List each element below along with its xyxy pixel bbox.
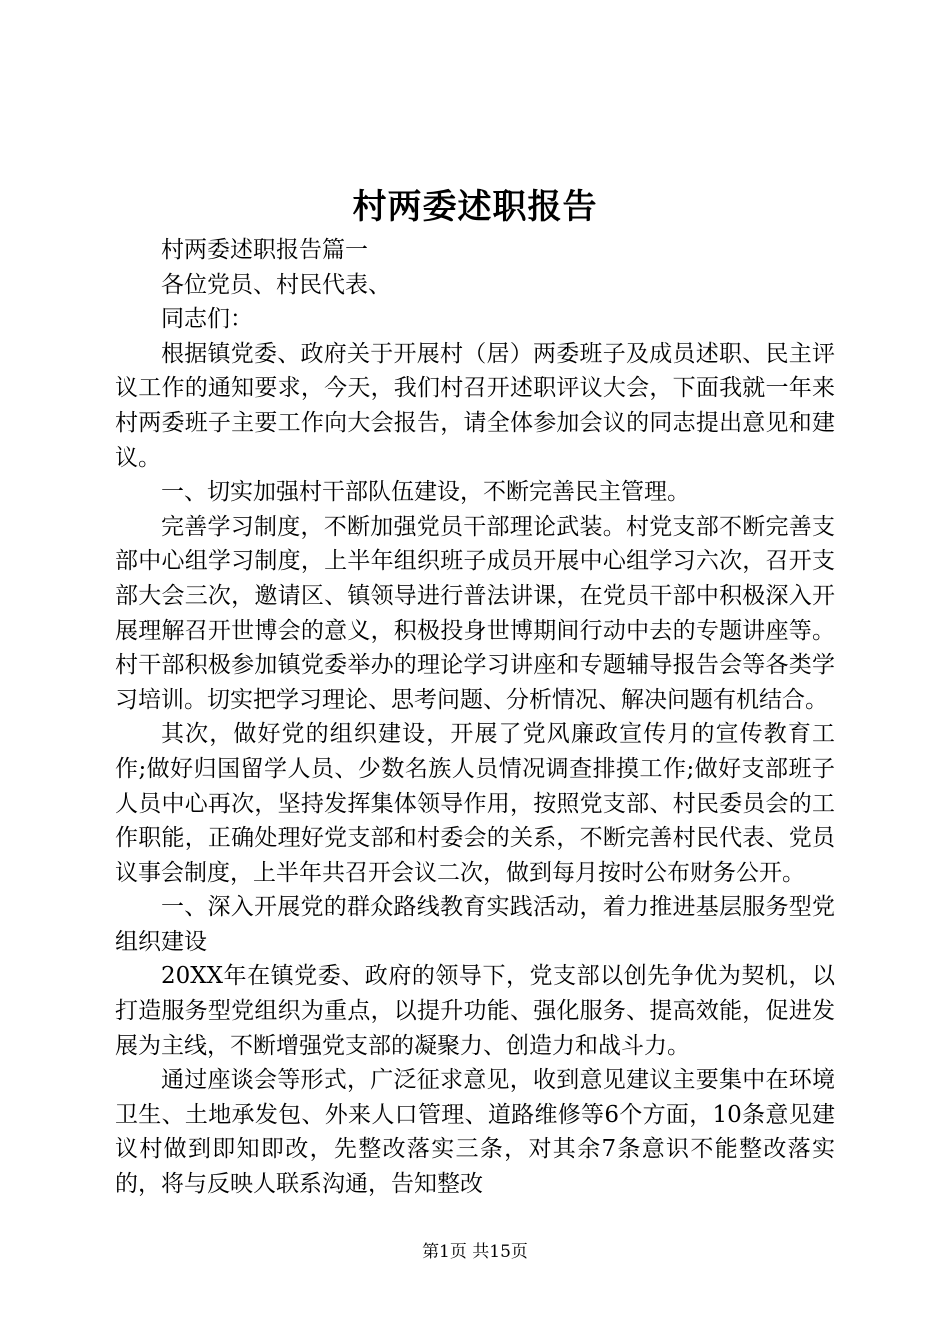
paragraph-heading-part-one: 村两委述职报告篇一	[161, 237, 368, 263]
section-heading-cadre-building: 一、切实加强村干部队伍建设，不断完善民主管理。	[161, 479, 690, 506]
paragraph-party-branch-service: 20XX年在镇党委、政府的领导下，党支部以创先争优为契机，以打造服务型党组织为重点，以提升功能、强化服务、提高效能，促进发展为主线，不断增强党支部的凝聚力、创造力和战斗力。	[115, 963, 835, 1059]
section-heading-mass-line: 一、深入开展党的群众路线教育实践活动，着力推进基层服务型党组织建设	[115, 894, 835, 955]
paragraph-salutation-comrades: 同志们：	[161, 306, 253, 333]
paragraph-organization-building: 其次，做好党的组织建设，开展了党风廉政宣传月的宣传教育工作;做好归国留学人员、少数名族人员情况调查排摸工作;做好支部班子人员中心再次，坚持发挥集体领导作用，按照党支部、村民委员会的工作职能，正确处理好党支部和村委会的关系，不断完善村民代表、党员议事会制度，上半年共召开会议二次，做到每月按时公布财务公开。	[115, 721, 835, 886]
document-title: 村两委述职报告	[352, 187, 598, 227]
paragraph-introduction: 根据镇党委、政府关于开展村（居）两委班子及成员述职、民主评议工作的通知要求，今天，我们村召开述职评议大会，下面我就一年来村两委班子主要工作向大会报告，请全体参加会议的同志提出意见和建议。	[115, 340, 835, 471]
page-number-footer: 第1页 共15页	[422, 1242, 528, 1262]
paragraph-opinion-collection: 通过座谈会等形式，广泛征求意见，收到意见建议主要集中在环境卫生、土地承发包、外来人口管理、道路维修等6个方面，10条意见建议村做到即知即改，先整改落实三条，对其余7条意识不能整改落实的，将与反映人联系沟通，告知整改	[115, 1067, 835, 1198]
document-body	[115, 233, 835, 1202]
paragraph-salutation-members: 各位党员、村民代表、	[161, 271, 391, 298]
paragraph-study-system: 完善学习制度，不断加强党员干部理论武装。村党支部不断完善支部中心组学习制度，上半年组织班子成员开展中心组学习六次，召开支部大会三次，邀请区、镇领导进行普法讲课，在党员干部中积极深入开展理解召开世博会的意义，积极投身世博期间行动中去的专题讲座等。村干部积极参加镇党委举办的理论学习讲座和专题辅导报告会等各类学习培训。切实把学习理论、思考问题、分析情况、解决问题有机结合。	[115, 513, 835, 713]
